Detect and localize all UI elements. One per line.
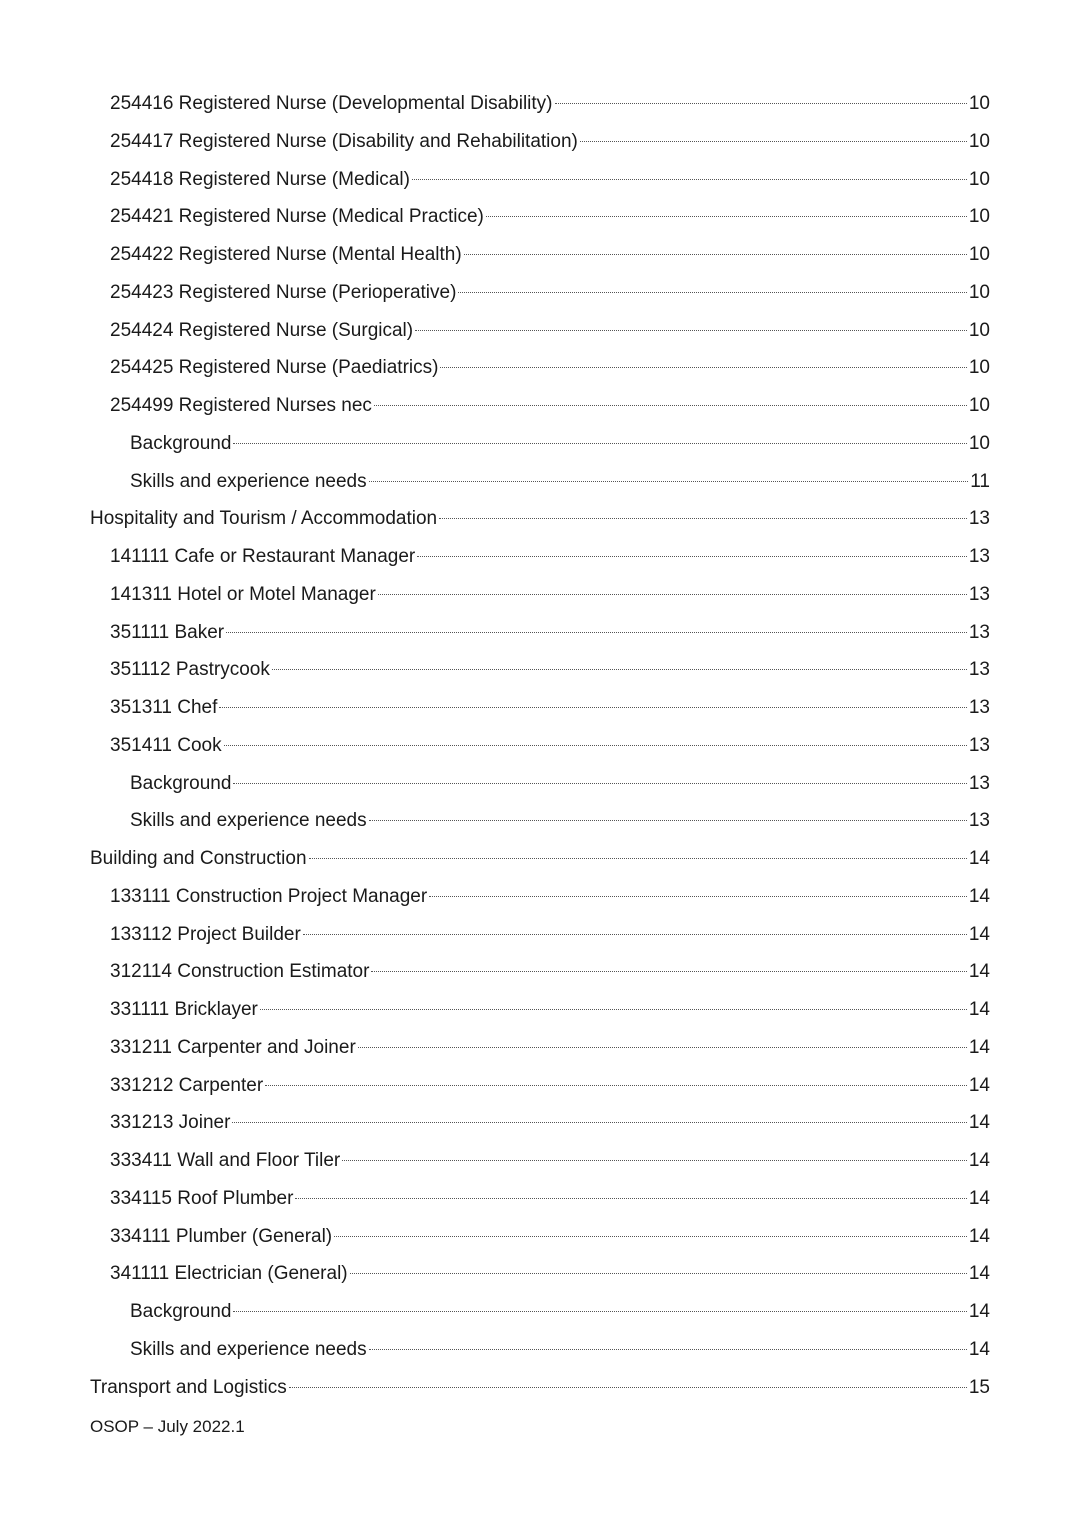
toc-entry-page-number[interactable]: 10 <box>968 395 990 416</box>
toc-entry-page-number[interactable]: 10 <box>968 357 990 379</box>
toc-entry-title[interactable]: Building and Construction <box>90 848 307 869</box>
toc-entry-title[interactable]: 331211 Carpenter and Joiner <box>110 1036 356 1058</box>
toc-dot-leader <box>440 367 966 368</box>
toc-entry[interactable] <box>90 463 990 501</box>
toc-dot-leader <box>260 1009 967 1010</box>
toc-entry-title[interactable]: 331111 Bricklayer <box>110 999 258 1020</box>
toc-entry[interactable] <box>90 349 990 387</box>
toc-entry-page-number[interactable]: 13 <box>968 621 990 643</box>
toc-entry[interactable] <box>90 689 990 727</box>
toc-entry[interactable] <box>90 1331 990 1369</box>
toc-entry-title[interactable]: 331212 Carpenter <box>110 1074 264 1096</box>
toc-entry-title[interactable]: 254425 Registered Nurse (Paediatrics) <box>110 357 439 379</box>
toc-entry-title[interactable]: 351411 Cook <box>110 734 222 756</box>
toc-entry-page-number[interactable]: 14 <box>968 1225 990 1247</box>
toc-entry-title[interactable]: 133112 Project Builder <box>110 923 301 945</box>
toc-entry-page-number[interactable]: 14 <box>968 923 990 945</box>
toc-entry-page-number[interactable]: 14 <box>968 885 990 907</box>
toc-entry-page-number[interactable]: 14 <box>968 1263 990 1285</box>
toc-dot-leader <box>309 858 967 859</box>
toc-entry-title[interactable]: 351112 Pastrycook <box>110 659 270 681</box>
toc-entry[interactable] <box>90 840 990 878</box>
toc-entry-page-number[interactable]: 14 <box>968 848 990 869</box>
toc-entry-page-number[interactable]: 14 <box>968 1301 990 1322</box>
toc-entry-page-number[interactable]: 11 <box>970 470 990 492</box>
toc-dot-leader <box>295 1198 966 1199</box>
toc-entry[interactable] <box>90 425 990 463</box>
toc-entry[interactable] <box>90 85 990 123</box>
toc-entry-title[interactable]: 254421 Registered Nurse (Medical Practice) <box>110 206 484 228</box>
toc-entry[interactable] <box>90 1142 990 1180</box>
toc-entry-page-number[interactable]: 13 <box>968 810 990 832</box>
toc-entry-page-number[interactable]: 10 <box>968 130 990 152</box>
toc-dot-leader <box>289 1387 967 1388</box>
toc-dot-leader <box>350 1273 967 1274</box>
toc-entry[interactable] <box>90 236 990 274</box>
toc-dot-leader <box>219 707 966 708</box>
toc-entry-title[interactable]: 351311 Chef <box>110 697 218 718</box>
toc-entry[interactable] <box>90 1218 990 1256</box>
toc-entry[interactable] <box>90 916 990 954</box>
toc-entry[interactable] <box>90 727 990 765</box>
toc-entry-page-number[interactable]: 14 <box>968 1150 990 1171</box>
toc-entry-title[interactable]: 334115 Roof Plumber <box>110 1187 294 1209</box>
toc-entry-page-number[interactable]: 10 <box>968 206 990 228</box>
toc-entry-page-number[interactable]: 14 <box>968 999 990 1020</box>
toc-entry-title[interactable]: 254424 Registered Nurse (Surgical) <box>110 319 414 341</box>
toc-entry-title[interactable]: 334111 Plumber (General) <box>110 1225 333 1247</box>
toc-entry-title[interactable]: Background <box>130 432 232 454</box>
toc-entry[interactable] <box>90 1029 990 1067</box>
toc-entry-page-number[interactable]: 10 <box>968 281 990 303</box>
toc-entry-title[interactable]: 312114 Construction Estimator <box>110 961 370 983</box>
toc-entry[interactable] <box>90 1369 990 1407</box>
toc-entry[interactable] <box>90 765 990 803</box>
toc-entry[interactable] <box>90 123 990 161</box>
toc-entry-page-number[interactable]: 14 <box>968 1074 990 1096</box>
toc-entry-page-number[interactable]: 13 <box>968 772 990 794</box>
toc-entry[interactable] <box>90 651 990 689</box>
toc-entry-title[interactable]: 331213 Joiner <box>110 1112 231 1134</box>
toc-dot-leader <box>417 556 967 557</box>
toc-dot-leader <box>439 518 967 519</box>
toc-dot-leader <box>369 1349 967 1350</box>
toc-entry[interactable] <box>90 500 990 538</box>
toc-entry-page-number[interactable]: 13 <box>968 697 990 718</box>
toc-dot-leader <box>415 330 967 331</box>
toc-entry-title[interactable]: 254422 Registered Nurse (Mental Health) <box>110 244 462 265</box>
toc-entry-title[interactable]: 341111 Electrician (General) <box>110 1263 348 1285</box>
toc-dot-leader <box>486 216 967 217</box>
toc-entry-page-number[interactable]: 13 <box>968 659 990 681</box>
toc-entry-page-number[interactable]: 10 <box>968 93 990 114</box>
toc-entry[interactable] <box>90 274 990 312</box>
toc-dot-leader <box>334 1236 967 1237</box>
toc-entry[interactable] <box>90 198 990 236</box>
toc-entry[interactable] <box>90 1255 990 1293</box>
toc-dot-leader <box>555 103 967 104</box>
toc-entry-page-number[interactable]: 14 <box>968 1338 990 1360</box>
toc-entry-title[interactable]: Skills and experience needs <box>130 1338 367 1360</box>
page-footer: OSOP – July 2022.1 <box>90 1417 245 1436</box>
toc-entry-title[interactable]: Background <box>130 1301 232 1322</box>
toc-entry-page-number[interactable]: 13 <box>968 734 990 756</box>
toc-dot-leader <box>233 783 966 784</box>
toc-entry-title[interactable]: 254417 Registered Nurse (Disability and Rehabilitation) <box>110 130 578 152</box>
toc-dot-leader <box>233 443 966 444</box>
toc-dot-leader <box>369 481 969 482</box>
toc-dot-leader <box>580 141 967 142</box>
toc-entry[interactable] <box>90 1104 990 1142</box>
toc-dot-leader <box>232 1122 966 1123</box>
toc-entry[interactable] <box>90 953 990 991</box>
toc-entry-title[interactable]: Skills and experience needs <box>130 470 367 492</box>
toc-entry[interactable] <box>90 576 990 614</box>
toc-entry-page-number[interactable]: 14 <box>968 1036 990 1058</box>
toc-entry-title[interactable]: 141111 Cafe or Restaurant Manager <box>110 546 416 567</box>
toc-entry-page-number[interactable]: 13 <box>968 546 990 567</box>
toc-entry-title[interactable]: 254418 Registered Nurse (Medical) <box>110 168 410 190</box>
toc-entry-page-number[interactable]: 13 <box>968 508 990 530</box>
toc-entry[interactable] <box>90 538 990 576</box>
toc-dot-leader <box>464 254 967 255</box>
toc-entry-title[interactable]: 333411 Wall and Floor Tiler <box>110 1150 341 1171</box>
toc-entry[interactable] <box>90 312 990 350</box>
toc-dot-leader <box>378 594 967 595</box>
toc-entry-page-number[interactable]: 10 <box>968 432 990 454</box>
toc-dot-leader <box>358 1047 967 1048</box>
toc-entry-title[interactable]: 141311 Hotel or Motel Manager <box>110 583 376 605</box>
toc-dot-leader <box>224 745 967 746</box>
toc-dot-leader <box>272 669 967 670</box>
toc-entry-title[interactable]: Transport and Logistics <box>90 1376 287 1398</box>
toc-entry[interactable] <box>90 161 990 199</box>
toc-entry[interactable] <box>90 387 990 425</box>
toc-dot-leader <box>412 179 967 180</box>
toc-dot-leader <box>458 292 966 293</box>
toc-entry-title[interactable]: 254499 Registered Nurses nec <box>110 395 372 416</box>
toc-entry-page-number[interactable]: 15 <box>968 1376 990 1398</box>
toc-dot-leader <box>371 971 966 972</box>
toc-entry[interactable] <box>90 878 990 916</box>
toc-dot-leader <box>374 405 967 406</box>
toc-entry-title[interactable]: Background <box>130 772 232 794</box>
toc-entry-title[interactable]: 351111 Baker <box>110 621 225 643</box>
toc-entry-title[interactable]: 254423 Registered Nurse (Perioperative) <box>110 281 457 303</box>
toc-entry-page-number[interactable]: 10 <box>968 319 990 341</box>
toc-dot-leader <box>429 896 967 897</box>
toc-entry-page-number[interactable]: 14 <box>968 1112 990 1134</box>
toc-entry-title[interactable]: Skills and experience needs <box>130 810 367 832</box>
toc-entry[interactable] <box>90 1067 990 1105</box>
toc-dot-leader <box>265 1085 967 1086</box>
toc-entry[interactable] <box>90 614 990 652</box>
toc-entry-title[interactable]: 254416 Registered Nurse (Developmental Disability) <box>110 93 553 114</box>
toc-entry[interactable] <box>90 802 990 840</box>
toc-entry[interactable] <box>90 1180 990 1218</box>
toc-entry-page-number[interactable]: 14 <box>968 961 990 983</box>
toc-entry[interactable] <box>90 1293 990 1331</box>
toc-dot-leader <box>226 632 967 633</box>
toc-dot-leader <box>303 934 967 935</box>
toc-entry-page-number[interactable]: 10 <box>968 168 990 190</box>
table-of-contents <box>90 85 990 1406</box>
toc-entry-title[interactable]: 133111 Construction Project Manager <box>110 885 428 907</box>
toc-dot-leader <box>342 1160 967 1161</box>
toc-entry[interactable] <box>90 991 990 1029</box>
toc-entry-page-number[interactable]: 13 <box>968 583 990 605</box>
toc-entry-page-number[interactable]: 14 <box>968 1187 990 1209</box>
toc-dot-leader <box>233 1311 966 1312</box>
toc-dot-leader <box>369 820 967 821</box>
toc-entry-page-number[interactable]: 10 <box>968 244 990 265</box>
toc-entry-title[interactable]: Hospitality and Tourism / Accommodation <box>90 508 438 530</box>
